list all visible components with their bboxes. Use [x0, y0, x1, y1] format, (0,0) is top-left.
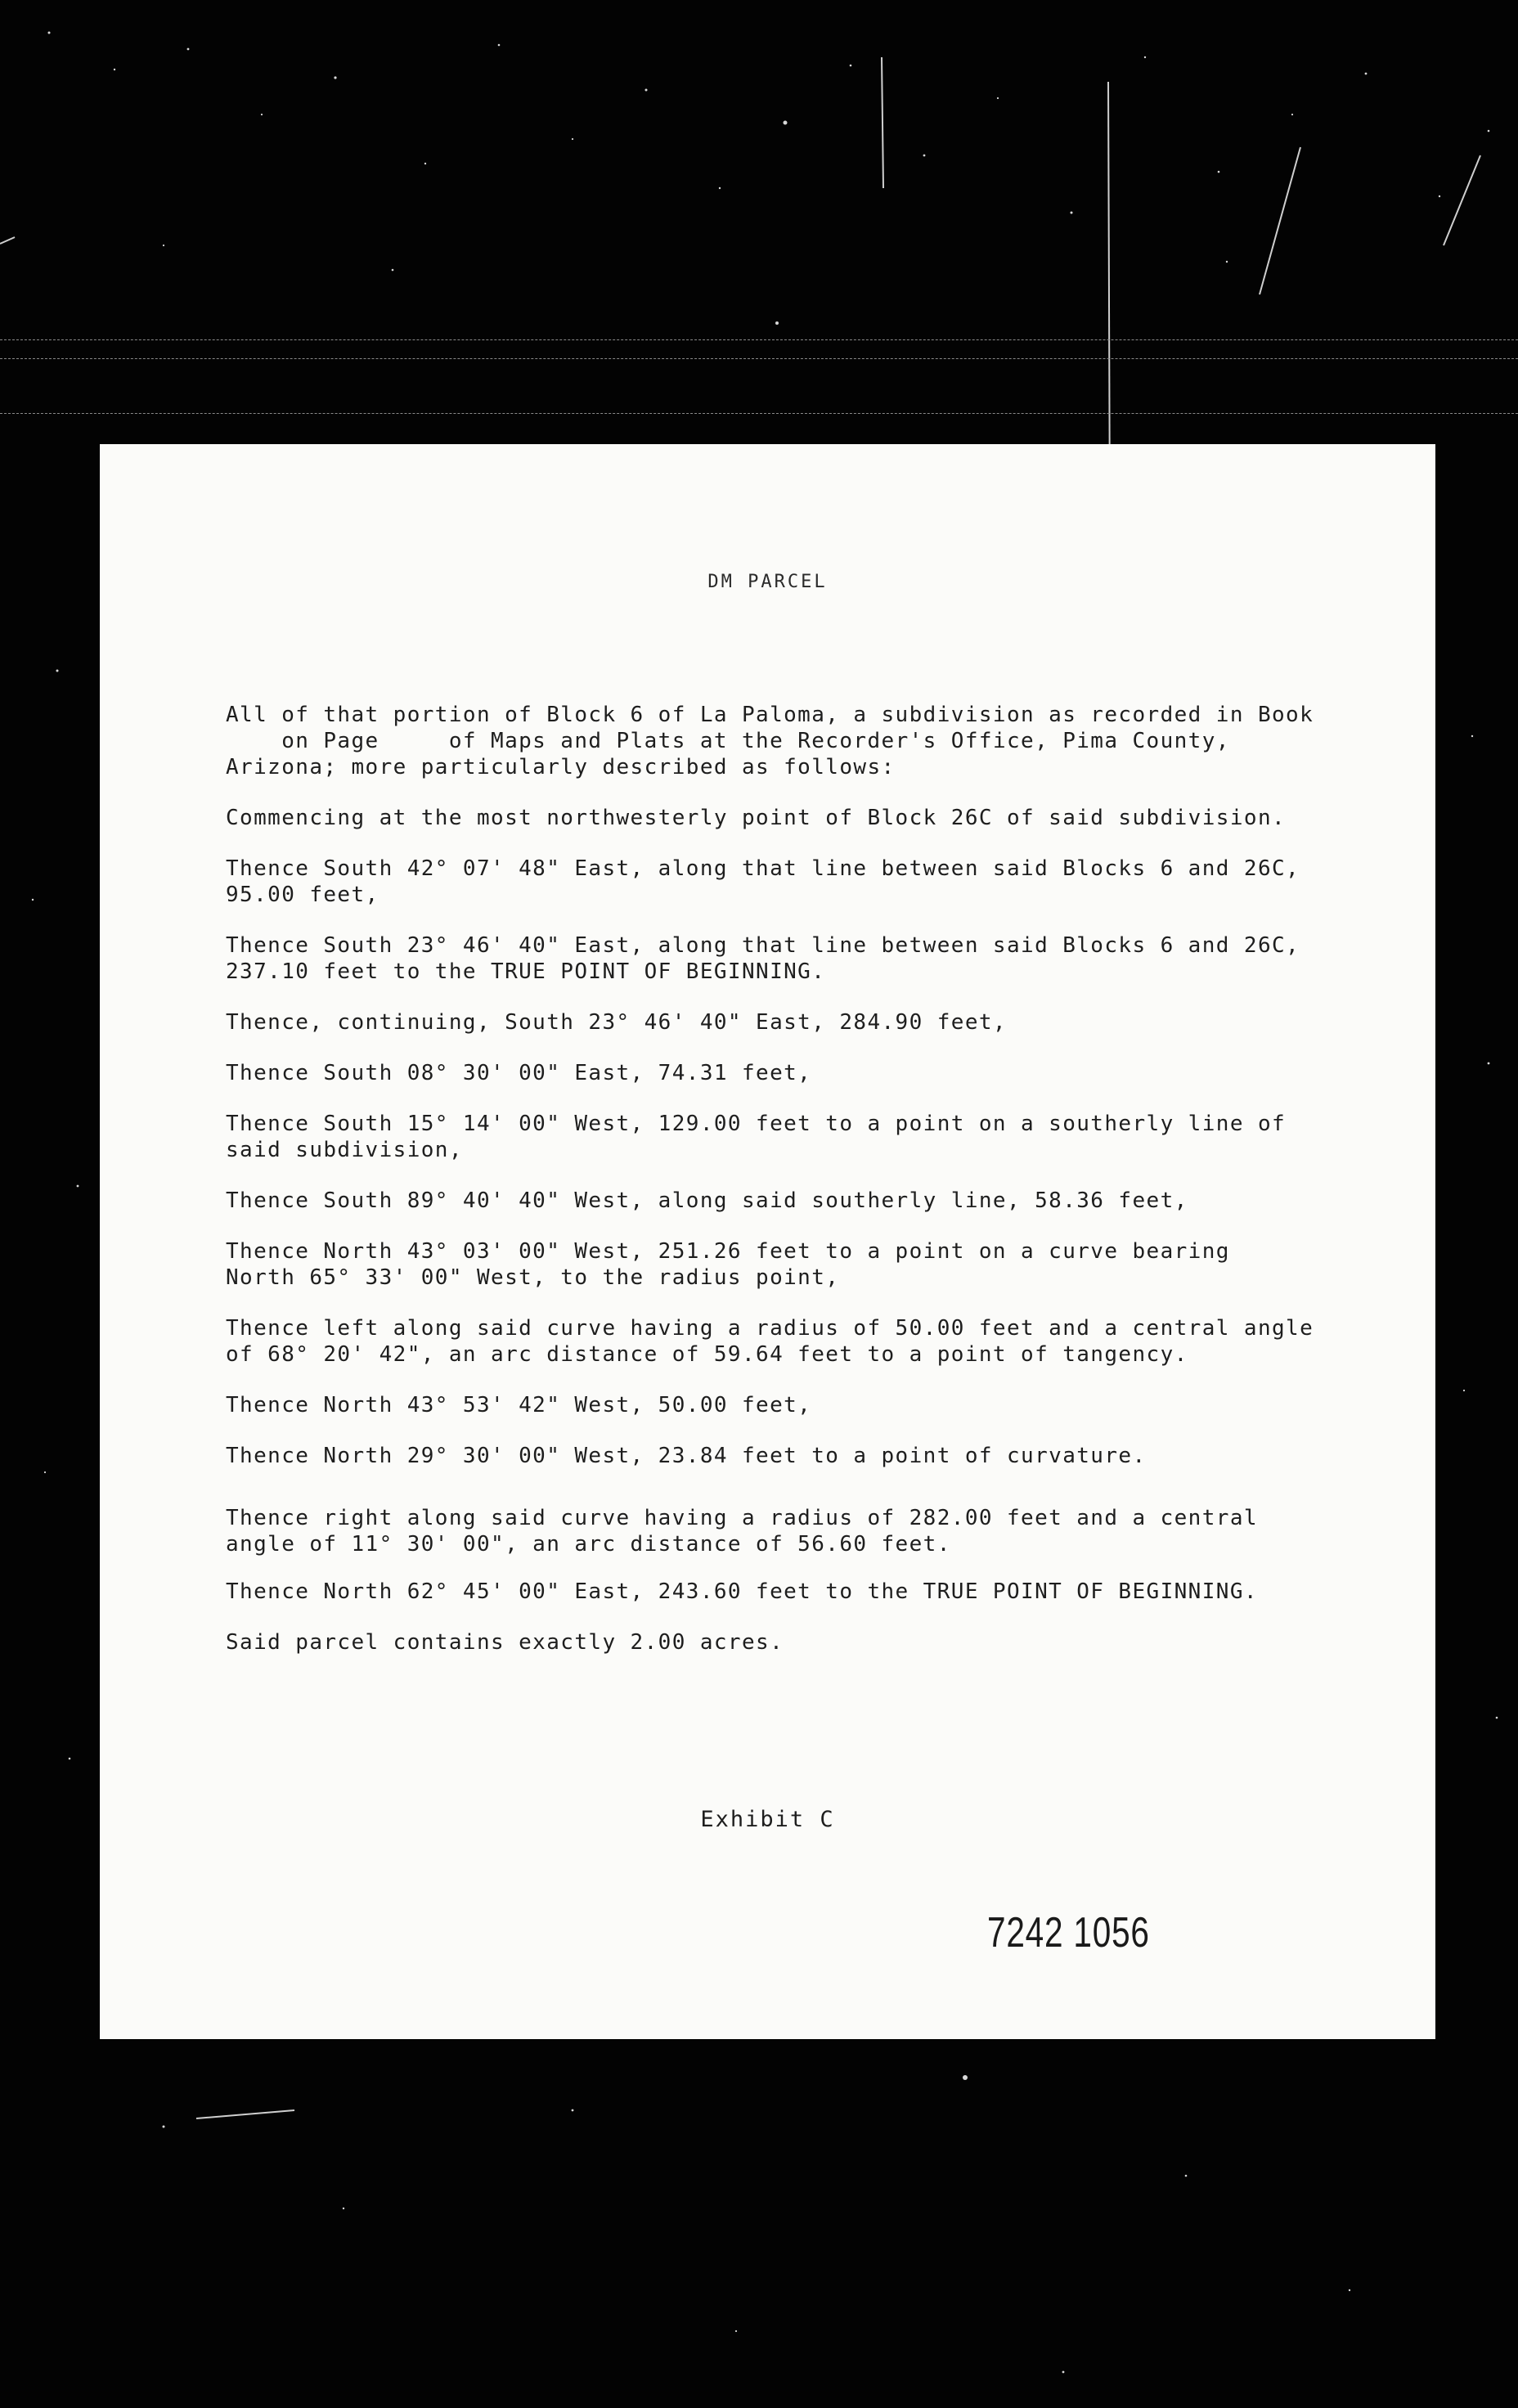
- paragraph-commencing: Commencing at the most northwesterly point of Block 26C of said subdivision.: [226, 806, 1287, 830]
- paragraph-course-3: Thence, continuing, South 23° 46' 40" East, 284.90 feet,: [226, 1010, 1007, 1035]
- scan-rule: [0, 358, 1518, 359]
- paragraph-course-1: Thence South 42° 07' 48" East, along that line between said Blocks 6 and 26C, 95.00 feet,: [226, 856, 1300, 907]
- paragraph-course-2: Thence South 23° 46' 40" East, along that line between said Blocks 6 and 26C, 237.10 feet to the TRUE POINT OF BEGINNING.: [226, 933, 1300, 984]
- scan-rule: [0, 339, 1518, 340]
- paragraph-course-10: Thence North 29° 30' 00" West, 23.84 feet to a point of curvature.: [226, 1444, 1147, 1468]
- paragraph-course-5: Thence South 15° 14' 00" West, 129.00 feet to a point on a southerly line of said subdivision,: [226, 1112, 1287, 1162]
- paragraph-intro: All of that portion of Block 6 of La Paloma, a subdivision as recorded in Book on Page of Maps and Plats at the Recorder's Office, Pima County, Arizona; more particularly described as follows:: [226, 703, 1314, 779]
- paragraph-course-9: Thence North 43° 53' 42" West, 50.00 feet,: [226, 1393, 812, 1417]
- paragraph-area: Said parcel contains exactly 2.00 acres.: [226, 1630, 784, 1655]
- paragraph-course-4: Thence South 08° 30' 00" East, 74.31 feet,: [226, 1061, 812, 1085]
- document-heading: DM PARCEL: [707, 572, 828, 592]
- paragraph-course-11: Thence right along said curve having a radius of 282.00 feet and a central angle of 11° 30' 00", an arc distance of 56.60 feet.: [226, 1506, 1258, 1557]
- paragraph-course-8: Thence left along said curve having a radius of 50.00 feet and a central angle of 68° 20' 42", an arc distance of 59.64 feet to a point of tangency.: [226, 1316, 1314, 1367]
- legal-description: [226, 702, 1371, 1680]
- exhibit-label: Exhibit C: [700, 1807, 835, 1832]
- document-page: [100, 444, 1435, 2039]
- paragraph-course-6: Thence South 89° 40' 40" West, along said southerly line, 58.36 feet,: [226, 1188, 1188, 1213]
- paragraph-course-12: Thence North 62° 45' 00" East, 243.60 feet to the TRUE POINT OF BEGINNING.: [226, 1579, 1258, 1604]
- scan-rule: [0, 413, 1518, 414]
- recording-number: 7242 1056: [987, 1909, 1150, 1956]
- paragraph-course-7: Thence North 43° 03' 00" West, 251.26 feet to a point on a curve bearing North 65° 33' 00" West, to the radius point,: [226, 1239, 1230, 1290]
